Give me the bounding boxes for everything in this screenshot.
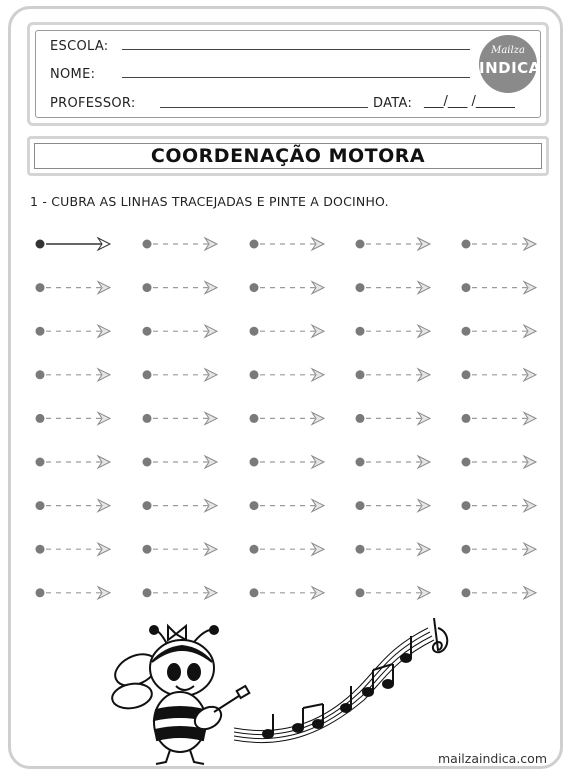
trace-line[interactable] (250, 412, 325, 424)
teacher-label: PROFESSOR: (50, 96, 136, 111)
trace-line[interactable] (462, 412, 537, 424)
trace-line[interactable] (250, 282, 325, 294)
trace-line[interactable] (462, 369, 537, 381)
trace-line[interactable] (462, 238, 537, 250)
website-footer: mailzaindica.com (438, 751, 548, 766)
trace-line[interactable] (462, 543, 537, 555)
trace-line[interactable] (143, 500, 218, 512)
start-dot (462, 545, 471, 554)
trace-line[interactable] (356, 282, 431, 294)
start-dot (250, 283, 259, 292)
trace-line[interactable] (143, 456, 218, 468)
start-dot (36, 283, 45, 292)
trace-line[interactable] (356, 500, 431, 512)
trace-line[interactable] (250, 456, 325, 468)
start-dot (250, 545, 259, 554)
trace-line[interactable] (356, 543, 431, 555)
start-dot (143, 458, 152, 467)
start-dot (250, 414, 259, 423)
start-dot (143, 588, 152, 597)
trace-line[interactable] (143, 325, 218, 337)
logo-line1: Mailza (491, 45, 525, 56)
trace-line[interactable] (462, 587, 537, 599)
start-dot (36, 588, 45, 597)
trace-line[interactable] (250, 238, 325, 250)
start-dot (250, 327, 259, 336)
start-dot (356, 414, 365, 423)
start-dot (462, 588, 471, 597)
page-title: COORDENAÇÃO MOTORA (150, 145, 426, 167)
start-dot (250, 458, 259, 467)
trace-line[interactable] (143, 543, 218, 555)
start-dot (250, 588, 259, 597)
trace-line[interactable] (250, 500, 325, 512)
start-dot (356, 545, 365, 554)
start-dot (462, 370, 471, 379)
trace-line[interactable] (250, 587, 325, 599)
trace-line[interactable] (36, 369, 111, 381)
trace-line[interactable] (143, 238, 218, 250)
trace-line[interactable] (356, 587, 431, 599)
logo-line2: INDICA (479, 59, 541, 77)
trace-line[interactable] (462, 456, 537, 468)
start-dot (250, 240, 259, 249)
trace-line[interactable] (462, 500, 537, 512)
trace-line[interactable] (143, 587, 218, 599)
start-dot (356, 588, 365, 597)
start-dot (143, 501, 152, 510)
start-dot (143, 240, 152, 249)
trace-line[interactable] (462, 325, 537, 337)
start-dot (143, 370, 152, 379)
trace-line[interactable] (250, 543, 325, 555)
start-dot (36, 240, 45, 249)
trace-line[interactable] (36, 587, 111, 599)
trace-line[interactable] (143, 282, 218, 294)
trace-line[interactable] (250, 325, 325, 337)
start-dot (250, 370, 259, 379)
start-dot (462, 240, 471, 249)
music-notes-icon (228, 618, 458, 748)
start-dot (36, 414, 45, 423)
start-dot (143, 283, 152, 292)
start-dot (462, 501, 471, 510)
trace-line[interactable] (36, 456, 111, 468)
trace-line[interactable] (143, 412, 218, 424)
date-field[interactable]: ___/___ /______ (424, 94, 515, 109)
start-dot (356, 240, 365, 249)
start-dot (356, 283, 365, 292)
start-dot (36, 458, 45, 467)
trace-line[interactable] (143, 369, 218, 381)
trace-line[interactable] (36, 543, 111, 555)
start-dot (462, 327, 471, 336)
trace-line[interactable] (356, 238, 431, 250)
trace-line[interactable] (36, 282, 111, 294)
start-dot (36, 501, 45, 510)
trace-line[interactable] (36, 412, 111, 424)
date-label: DATA: (373, 96, 413, 111)
start-dot (250, 501, 259, 510)
trace-line[interactable] (250, 369, 325, 381)
start-dot (356, 327, 365, 336)
instruction-text: 1 - CUBRA AS LINHAS TRACEJADAS E PINTE A DOCINHO. (30, 194, 389, 209)
trace-example-line[interactable] (36, 238, 111, 250)
start-dot (143, 414, 152, 423)
trace-line[interactable] (356, 456, 431, 468)
start-dot (462, 414, 471, 423)
start-dot (356, 501, 365, 510)
trace-line[interactable] (356, 325, 431, 337)
trace-line[interactable] (36, 500, 111, 512)
start-dot (36, 545, 45, 554)
start-dot (143, 545, 152, 554)
name-label: NOME: (50, 67, 96, 82)
start-dot (462, 283, 471, 292)
start-dot (143, 327, 152, 336)
start-dot (356, 370, 365, 379)
school-label: ESCOLA: (50, 39, 109, 54)
trace-line[interactable] (462, 282, 537, 294)
trace-line[interactable] (356, 412, 431, 424)
trace-line[interactable] (36, 325, 111, 337)
start-dot (36, 370, 45, 379)
start-dot (356, 458, 365, 467)
start-dot (462, 458, 471, 467)
trace-line[interactable] (356, 369, 431, 381)
start-dot (36, 327, 45, 336)
